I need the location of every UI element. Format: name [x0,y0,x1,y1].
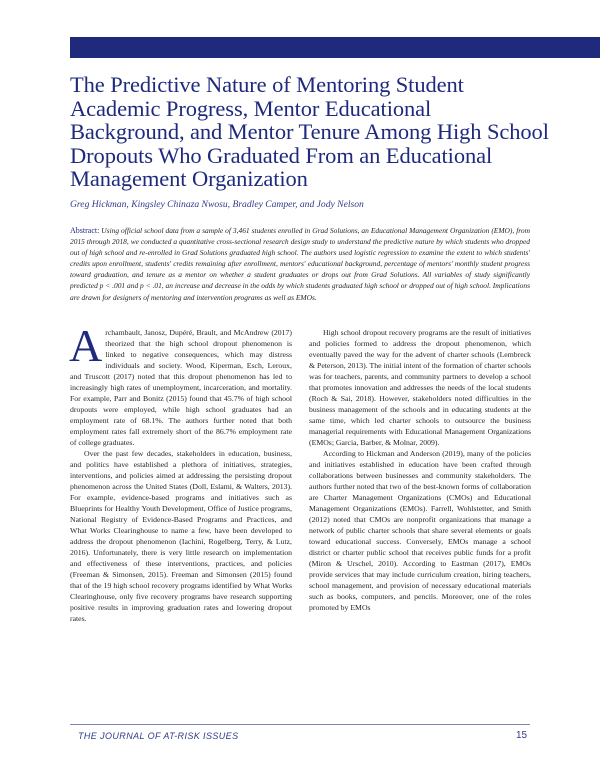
left-paragraph-1 [69,320,292,448]
left-paragraph-1-text: rchambault, Janosz, Dupéré, Brault, and McAndrew (2017) theorized that the high school dropout phenomenon is linked to negative consequences, which may distress individuals and society. Wood, Kiperman, Esch, Leroux, and Truscott (2017) noted that this dropout phenomenon has led to increasingly high rates of unemployment, incarceration, and mortality. For example, Parr and Bonitz (2015) found that 45.7% of high school dropouts were employed, while high school graduates had an employment rate of 68.1%. The authors further noted that both employment rates fall extremely short of the 86.7% employment rate of college graduates. [70,328,292,447]
article-title: The Predictive Nature of Mentoring Student Academic Progress, Mentor Educational Background, and Mentor Tenure Among High School Dropouts Who Graduated From an Educational Management Organization [70,72,549,192]
right-column [309,327,531,613]
left-column [69,320,292,624]
footer-journal-name: THE JOURNAL OF AT-RISK ISSUES [78,731,239,741]
abstract-text: Using official school data from a sample of 3,461 students enrolled in Grad Solutions, an Educational Management Organization (EMO), from 2015 through 2018, we conducted a quantitative cross-sectional research design study to understand the predictive nature by which students who dropped out of high school and re-enrolled in Grad Solutions graduated high school. The authors used logistic regression to examine the extent to which students' credits upon enrollment, students' credits remaining after enrollment, mentors' educational background, percentage of mentors' monthly student progress toward graduation, and tenure as a mentor on whether a student graduates or drops out from Grad Solutions. All variables of study significantly predicted p < .001 and p < .01, an increase and decrease in the odds by which students graduated high school or dropped out of high school. Implications are drawn for designers of mentoring and intervention programs as well as EMOs. [70,226,530,302]
page-number: 15 [516,730,528,741]
drop-cap: A [69,320,103,371]
left-paragraph-2: Over the past few decades, stakeholders in education, business, and politics have established a plethora of initiatives, strategies, interventions, and policies aimed at addressing the persisting dropout phenomenon across the United States (Doll, Eslami, & Walters, 2013). For example, evidence-based programs and initiatives such as Blueprints for Healthy Youth Development, Office of Justice programs, National Registry of Evidence-Based Programs and Practices, and What Works Clearinghouse to name a few, have been developed to address the dropout phenomenon (Iachini, Rogelberg, Terry, & Lutz, 2016). Unfortunately, there is very little research on implementation and effectiveness of these interventions, practices, and policies (Freeman & Simonsen, 2015). Freeman and Simonsen (2015) found that of the 19 high school recovery programs identified by What Works Clearinghouse, only five recovery programs have research supporting positive results in improving graduation rates and lowering dropout rates. [70,449,292,623]
author-list: Greg Hickman, Kingsley Chinaza Nwosu, Bradley Camper, and Jody Nelson [70,199,364,210]
abstract-label: Abstract: [70,226,100,235]
right-paragraph-2: According to Hickman and Anderson (2019), many of the policies and initiatives established in education have been crafted through collaborations between businesses and community stakeholders. The authors further noted that two of the best-known forms of collaboration are Charter Management Organizations (CMOs) and Educational Management Organizations (EMOs). Farrell, Wohlstetter, and Smith (2012) noted that CMOs are nonprofit organizations that manage a network of public charter schools that share several elements or goals toward educational success. Conversely, EMOs manage a school district or charter public school that receives public funds for a profit (Miron & Urschel, 2010). According to Eastman (2017), EMOs provide services that may include curriculum creation, hiring teachers, school management, and provision of necessary educational materials such as books, computers, and pencils. Moreover, one of the roles promoted by EMOs [309,449,531,612]
abstract [70,225,530,303]
header-color-bar [70,37,600,58]
right-paragraph-1: High school dropout recovery programs are the result of initiatives and policies formed to address the dropout phenomenon, which eventually paved the way for the advent of charter schools (Lembreck & Peterson, 2013). The initial intent of the formation of charter schools was for teachers, parents, and community partners to develop a school that promotes innovation and addresses the needs of the local students (Roch & Sai, 2018). However, stakeholders noted difficulties in the business management of the schools and in educating students at the same time, which led charter schools to outsource the business managerial requirements with Educational Management Organizations (EMOs; Garcia, Barber, & Molnar, 2009). [309,328,531,447]
footer-divider [70,724,530,725]
